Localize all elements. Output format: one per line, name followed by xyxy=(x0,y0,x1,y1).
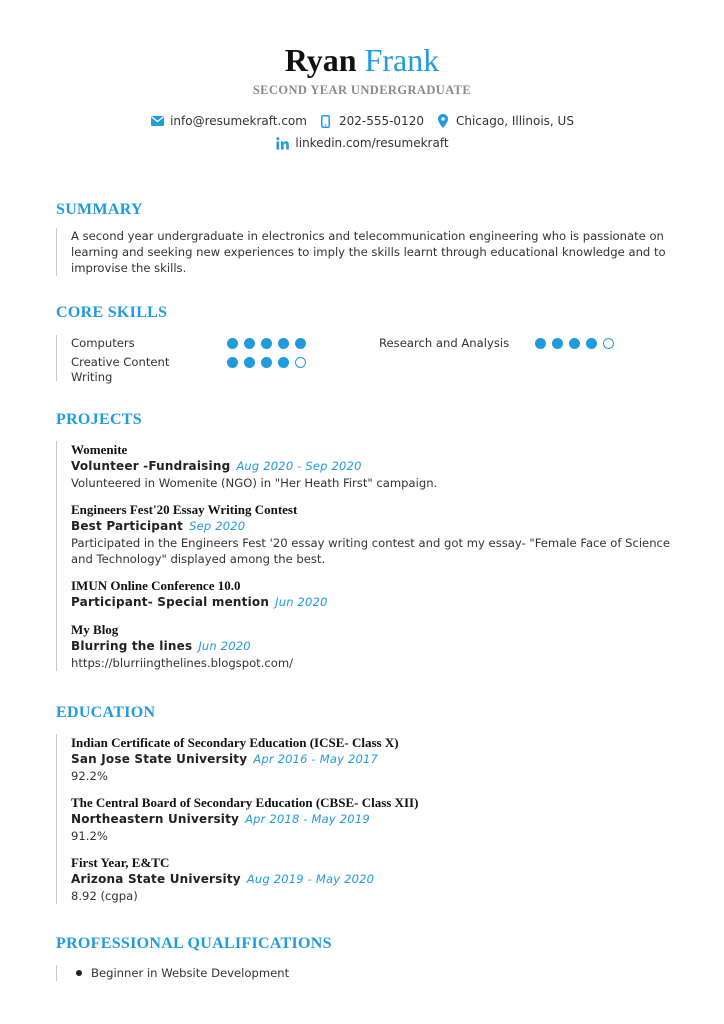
skill-name: Creative Content Writing xyxy=(71,355,170,384)
email-text: info@resumekraft.com xyxy=(170,114,307,128)
qualifications-body xyxy=(56,965,686,981)
rating-dot-filled xyxy=(535,338,546,349)
rating-dot-filled xyxy=(244,338,255,349)
education-score: 92.2% xyxy=(71,769,108,783)
rating-dot-filled xyxy=(569,338,580,349)
education-date: Aug 2019 - May 2020 xyxy=(246,872,375,886)
skills-heading: CORE SKILLS xyxy=(56,304,168,321)
project-role-text: Best Participant xyxy=(71,519,184,533)
education-score: 8.92 (cgpa) xyxy=(71,889,138,903)
project-title: Engineers Fest'20 Essay Writing Contest xyxy=(71,502,298,517)
skill-rating xyxy=(227,357,306,368)
skill-rating xyxy=(535,338,614,349)
school-name: Northeastern University xyxy=(71,812,240,826)
rating-dot-filled xyxy=(586,338,597,349)
linkedin-text: linkedin.com/resumekraft xyxy=(295,136,449,150)
projects-section xyxy=(56,411,686,671)
project-title: Womenite xyxy=(71,442,128,457)
education-school xyxy=(71,751,686,768)
education-score: 91.2% xyxy=(71,829,108,843)
summary-section xyxy=(56,201,686,276)
skill-rating xyxy=(227,338,306,349)
rating-dot-filled xyxy=(227,338,238,349)
education-body xyxy=(56,734,686,904)
qualifications-list xyxy=(71,965,686,981)
project-role-text: Volunteer -Fundraising xyxy=(71,459,231,473)
project-entry xyxy=(71,441,686,491)
projects-heading: PROJECTS xyxy=(56,411,142,428)
qualification-item: Beginner in Website Development xyxy=(71,965,686,981)
rating-dot-filled xyxy=(261,357,272,368)
qualifications-heading: PROFESSIONAL QUALIFICATIONS xyxy=(56,935,332,952)
contact-linkedin[interactable] xyxy=(275,136,448,150)
last-name: Frank xyxy=(364,42,440,78)
education-date: Apr 2016 - May 2017 xyxy=(253,752,379,766)
education-title: The Central Board of Secondary Education (CBSE- Class XII) xyxy=(71,795,419,810)
phone-text: 202-555-0120 xyxy=(338,114,424,128)
project-role xyxy=(71,458,686,475)
envelope-icon xyxy=(150,114,164,128)
project-role xyxy=(71,638,686,655)
skill-name: Computers xyxy=(71,336,135,350)
school-name: Arizona State University xyxy=(71,872,241,886)
contact-row-primary xyxy=(0,114,724,128)
rating-dot-filled xyxy=(261,338,272,349)
project-role-text: Blurring the lines xyxy=(71,639,193,653)
rating-dot-filled xyxy=(244,357,255,368)
project-date: Sep 2020 xyxy=(189,519,246,533)
school-name: San Jose State University xyxy=(71,752,248,766)
mobile-phone-icon xyxy=(319,114,333,128)
project-description: Volunteered in Womenite (NGO) in "Her Heath First" campaign. xyxy=(71,476,438,490)
contact-email[interactable] xyxy=(150,114,307,128)
education-entry xyxy=(71,854,686,904)
project-entry xyxy=(71,577,686,611)
project-role xyxy=(71,518,686,535)
resume-header xyxy=(0,0,724,150)
contact-phone[interactable] xyxy=(319,114,424,128)
rating-dot-filled xyxy=(552,338,563,349)
summary-heading: SUMMARY xyxy=(56,201,143,218)
linkedin-icon xyxy=(275,136,289,150)
rating-dot-filled xyxy=(278,338,289,349)
education-entry xyxy=(71,734,686,784)
skills-body xyxy=(56,335,686,384)
education-title: First Year, E&TC xyxy=(71,855,170,870)
project-title: IMUN Online Conference 10.0 xyxy=(71,578,241,593)
rating-dot-filled xyxy=(295,338,306,349)
project-date: Aug 2020 - Sep 2020 xyxy=(236,459,362,473)
education-title: Indian Certificate of Secondary Education (ICSE- Class X) xyxy=(71,735,399,750)
contact-location xyxy=(436,114,574,128)
project-title: My Blog xyxy=(71,622,119,637)
skills-section xyxy=(56,304,686,384)
candidate-subtitle: SECOND YEAR UNDERGRADUATE xyxy=(252,83,472,97)
location-text: Chicago, Illinois, US xyxy=(455,114,574,128)
projects-body xyxy=(56,441,686,671)
project-date: Jun 2020 xyxy=(198,639,251,653)
education-school xyxy=(71,871,686,888)
project-date: Jun 2020 xyxy=(275,595,328,609)
skill-name: Research and Analysis xyxy=(379,336,510,350)
rating-dot-empty xyxy=(295,357,306,368)
education-date: Apr 2018 - May 2019 xyxy=(245,812,370,826)
project-role xyxy=(71,594,686,611)
project-description: Participated in the Engineers Fest '20 essay writing contest and got my essay- "Female Face of Science and Technology" displayed among the best. xyxy=(71,536,671,566)
education-heading: EDUCATION xyxy=(56,704,156,721)
education-entry xyxy=(71,794,686,844)
skills-grid xyxy=(71,335,686,384)
rating-dot-filled xyxy=(278,357,289,368)
summary-text: A second year undergraduate in electronics and telecommunication engineering who is passionate on learning and seeking new experiences to imply the skills learnt through educational knowledge and to improvise the skills. xyxy=(71,229,666,275)
rating-dot-filled xyxy=(227,357,238,368)
summary-body xyxy=(56,228,686,276)
contact-row-secondary xyxy=(0,136,724,150)
project-link[interactable]: https://blurriingthelines.blogspot.com/ xyxy=(71,656,294,670)
rating-dot-empty xyxy=(603,338,614,349)
project-entry xyxy=(71,621,686,671)
qualifications-section xyxy=(56,935,686,981)
candidate-name xyxy=(0,42,724,78)
education-school xyxy=(71,811,686,828)
first-name: Ryan xyxy=(284,42,357,78)
map-pin-icon xyxy=(436,114,450,128)
project-role-text: Participant- Special mention xyxy=(71,595,270,609)
education-section xyxy=(56,704,686,904)
project-entry xyxy=(71,501,686,567)
